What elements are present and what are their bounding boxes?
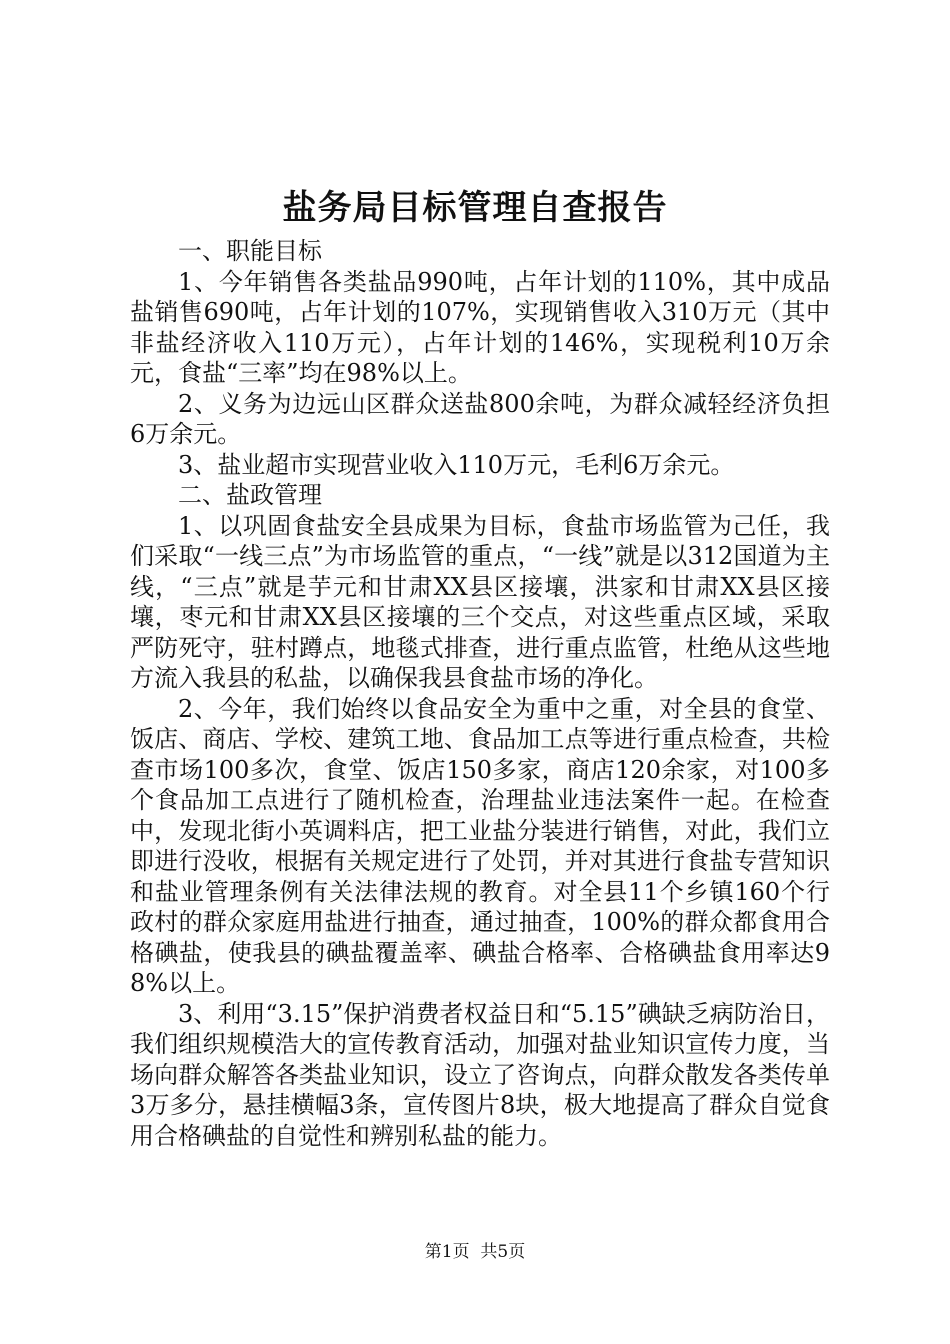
- paragraph: 1、今年销售各类盐品990吨，占年计划的110%，其中成品盐销售690吨，占年计划的107%，实现销售收入310万元（其中非盐经济收入110万元），占年计划的146%，实现税利10万余元，食盐“三率”均在98%以上。: [130, 267, 830, 387]
- page-footer: [0, 1240, 950, 1264]
- section-heading: 一、职能目标: [178, 237, 322, 265]
- document-title: 盐务局目标管理自查报告: [282, 188, 668, 228]
- paragraph: 2、义务为边远山区群众送盐800余吨，为群众减轻经济负担6万余元。: [130, 389, 830, 448]
- paragraph: 3、盐业超市实现营业收入110万元，毛利6万余元。: [178, 450, 735, 479]
- section-heading: 二、盐政管理: [178, 481, 322, 509]
- paragraph: 2、今年，我们始终以食品安全为重中之重，对全县的食堂、饭店、商店、学校、建筑工地、食品加工点等进行重点检查，共检查市场100多次，食堂、饭店150多家，商店120余家，对100多个食品加工点进行了随机检查，治理盐业违法案件一起。在检查中，发现北街小英调料店，把工业盐分装进行销售，对此，我们立即进行没收，根据有关规定进行了处罚，并对其进行食盐专营知识和盐业管理条例有关法律法规的教育。对全县11个乡镇160个行政村的群众家庭用盐进行抽查，通过抽查，100%的群众都食用合格碘盐，使我县的碘盐覆盖率、碘盐合格率、合格碘盐食用率达98%以上。: [130, 694, 830, 997]
- page-total: 共5页: [480, 1242, 526, 1262]
- paragraph: 3、利用“3.15”保护消费者权益日和“5.15”碘缺乏病防治日，我们组织规模浩大的宣传教育活动，加强对盐业知识宣传力度，当场向群众解答各类盐业知识，设立了咨询点，向群众散发各类传单3万多分，悬挂横幅3条，宣传图片8块，极大地提高了群众自觉食用合格碘盐的自觉性和辨别私盐的能力。: [130, 999, 830, 1150]
- footer-spacer: [470, 1242, 481, 1262]
- document-body: [130, 236, 830, 1151]
- paragraph: 1、以巩固食盐安全县成果为目标，食盐市场监管为己任，我们采取“一线三点”为市场监管的重点，“一线”就是以312国道为主线，“三点”就是芋元和甘肃XX县区接壤，洪家和甘肃XX县区接壤，枣元和甘肃XX县区接壤的三个交点，对这些重点区域，采取严防死守，驻村蹲点，地毯式排查，进行重点监管，杜绝从这些地方流入我县的私盐，以确保我县食盐市场的净化。: [130, 511, 830, 692]
- page-number: 第1页: [424, 1242, 470, 1262]
